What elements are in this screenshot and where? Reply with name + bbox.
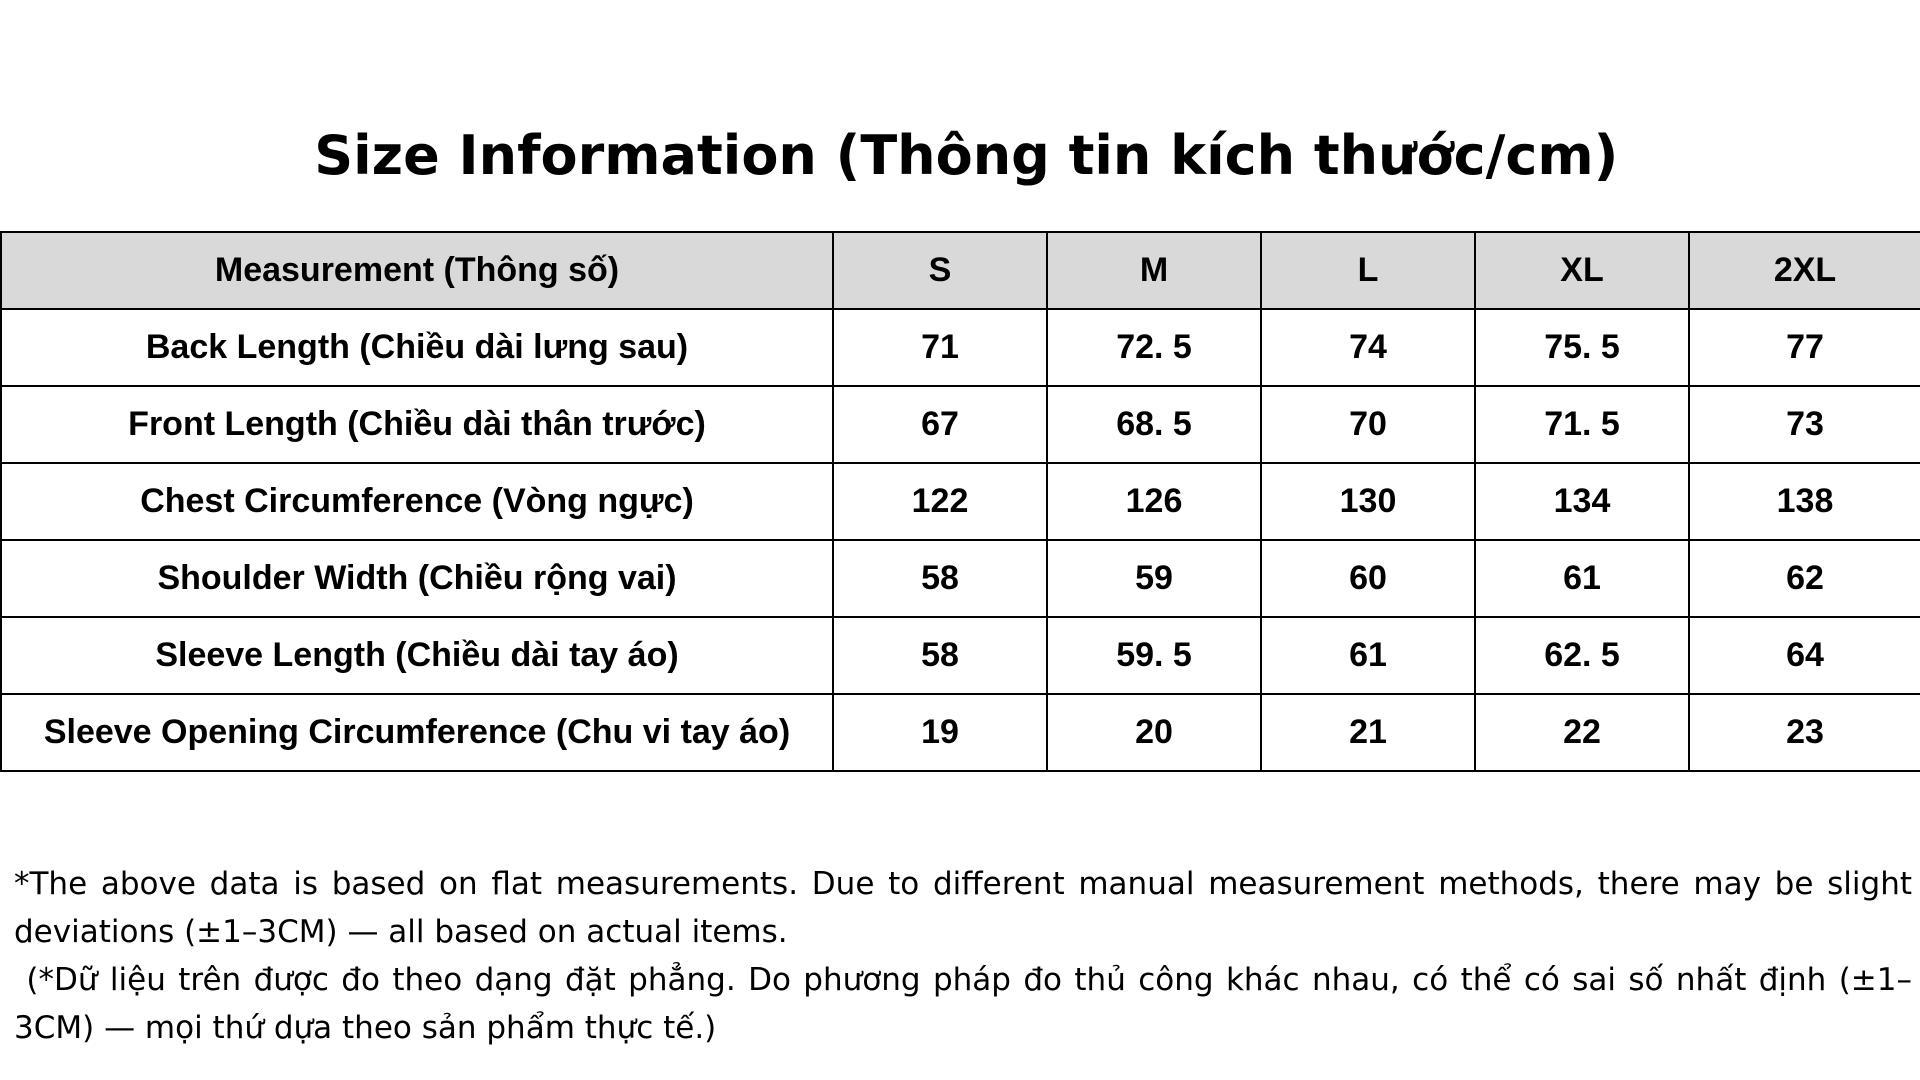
header-measurement: Measurement (Thông số) [1,232,833,309]
cell-value: 77 [1689,309,1920,386]
cell-value: 60 [1261,540,1475,617]
cell-value: 67 [833,386,1047,463]
cell-value: 64 [1689,617,1920,694]
cell-value: 62. 5 [1475,617,1689,694]
cell-value: 70 [1261,386,1475,463]
cell-value: 138 [1689,463,1920,540]
cell-value: 75. 5 [1475,309,1689,386]
table-row [1,617,1920,694]
table-row [1,386,1920,463]
cell-value: 19 [833,694,1047,771]
cell-value: 21 [1261,694,1475,771]
cell-value: 20 [1047,694,1261,771]
cell-value: 58 [833,617,1047,694]
cell-value: 61 [1261,617,1475,694]
cell-value: 71. 5 [1475,386,1689,463]
cell-value: 74 [1261,309,1475,386]
row-label: Shoulder Width (Chiều rộng vai) [1,540,833,617]
row-label: Sleeve Length (Chiều dài tay áo) [1,617,833,694]
header-size-2xl: 2XL [1689,232,1920,309]
row-label: Front Length (Chiều dài thân trước) [1,386,833,463]
table-row [1,463,1920,540]
cell-value: 68. 5 [1047,386,1261,463]
table-header-row [1,232,1920,309]
cell-value: 59 [1047,540,1261,617]
row-label: Back Length (Chiều dài lưng sau) [1,309,833,386]
cell-value: 61 [1475,540,1689,617]
cell-value: 59. 5 [1047,617,1261,694]
cell-value: 126 [1047,463,1261,540]
cell-value: 62 [1689,540,1920,617]
note-vietnamese: (*Dữ liệu trên được đo theo dạng đặt phẳng. Do phương pháp đo thủ công khác nhau, có thể có sai số nhất định (±1–3CM) — mọi thứ dựa theo sản phẩm thực tế.) [14,962,1913,1046]
row-label: Chest Circumference (Vòng ngực) [1,463,833,540]
header-size-m: M [1047,232,1261,309]
cell-value: 71 [833,309,1047,386]
cell-value: 23 [1689,694,1920,771]
header-size-s: S [833,232,1047,309]
cell-value: 58 [833,540,1047,617]
row-label: Sleeve Opening Circumference (Chu vi tay áo) [1,694,833,771]
header-size-l: L [1261,232,1475,309]
cell-value: 122 [833,463,1047,540]
measurement-note [14,860,1912,1052]
cell-value: 22 [1475,694,1689,771]
table-row [1,694,1920,771]
table-row [1,540,1920,617]
table-row [1,309,1920,386]
cell-value: 130 [1261,463,1475,540]
header-size-xl: XL [1475,232,1689,309]
note-english: *The above data is based on flat measurements. Due to different manual measurement methods, there may be slight deviations (±1–3CM) — all based on actual items. [14,866,1912,950]
cell-value: 134 [1475,463,1689,540]
page-title: Size Information (Thông tin kích thước/cm) [314,124,1619,187]
size-table [0,231,1920,772]
cell-value: 73 [1689,386,1920,463]
cell-value: 72. 5 [1047,309,1261,386]
